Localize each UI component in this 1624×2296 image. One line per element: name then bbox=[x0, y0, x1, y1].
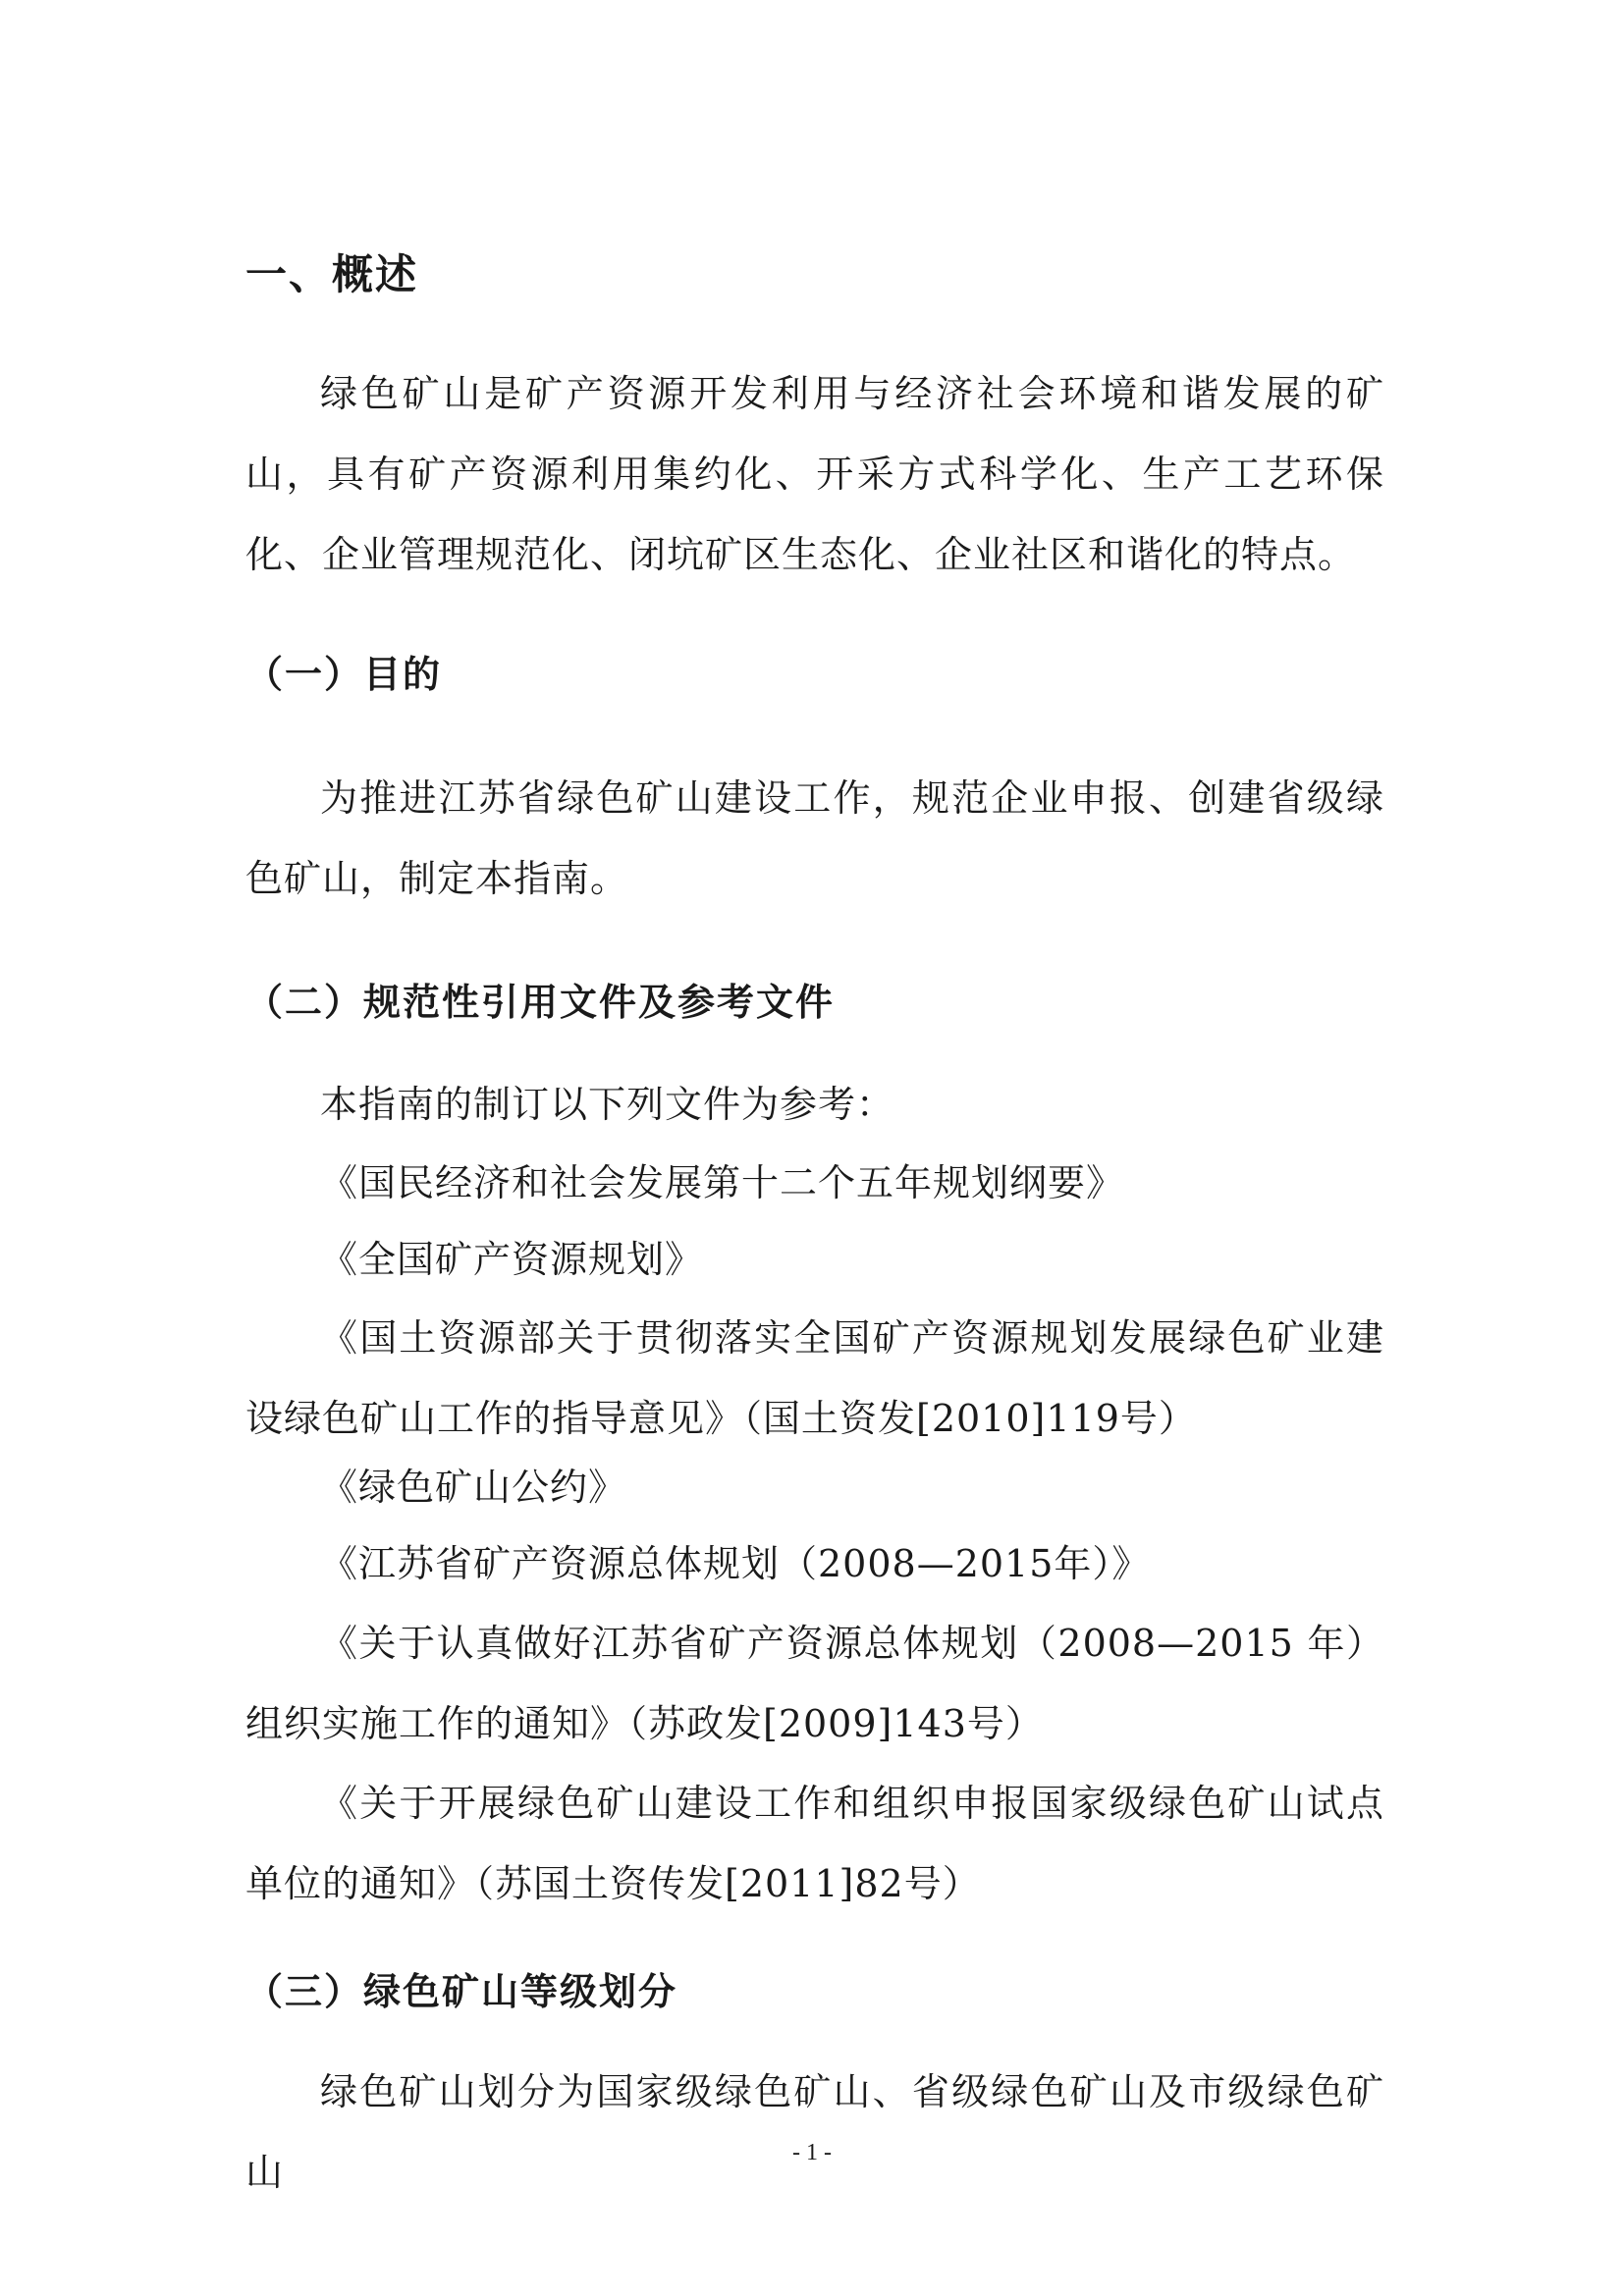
reference-item: 《绿色矿山公约》 bbox=[320, 1466, 627, 1509]
subheading-grading: （三）绿色矿山等级划分 bbox=[245, 1970, 678, 2013]
reference-item: 《关于认真做好江苏省矿产资源总体规划（2008—2015 年）组织实施工作的通知》（苏政发[2009]143号） bbox=[245, 1622, 1384, 1745]
purpose-paragraph: 为推进江苏省绿色矿山建设工作，规范企业申报、创建省级绿色矿山，制定本指南。 bbox=[245, 776, 1384, 900]
reference-item: 《国民经济和社会发展第十二个五年规划纲要》 bbox=[320, 1161, 1125, 1204]
page-number: - 1 - bbox=[792, 2140, 832, 2165]
references-lead: 本指南的制订以下列文件为参考： bbox=[320, 1083, 895, 1126]
reference-item: 《江苏省矿产资源总体规划（2008—2015年）》 bbox=[320, 1542, 1151, 1585]
reference-item: 《关于开展绿色矿山建设工作和组织申报国家级绿色矿山试点单位的通知》（苏国土资传发[2011]82号） bbox=[245, 1782, 1384, 1905]
grading-paragraph: 绿色矿山划分为国家级绿色矿山、省级绿色矿山及市级绿色矿山 bbox=[245, 2070, 1384, 2194]
reference-item: 《全国矿产资源规划》 bbox=[320, 1238, 704, 1281]
section-heading-overview: 一、概述 bbox=[245, 250, 419, 298]
overview-paragraph: 绿色矿山是矿产资源开发利用与经济社会环境和谐发展的矿山，具有矿产资源利用集约化、开采方式科学化、生产工艺环保化、企业管理规范化、闭坑矿区生态化、企业社区和谐化的特点。 bbox=[245, 372, 1384, 576]
subheading-purpose: （一）目的 bbox=[245, 653, 443, 696]
subheading-references: （二）规范性引用文件及参考文件 bbox=[245, 981, 836, 1024]
reference-item: 《国土资源部关于贯彻落实全国矿产资源规划发展绿色矿业建设绿色矿山工作的指导意见》（国土资发[2010]119号） bbox=[245, 1316, 1384, 1440]
